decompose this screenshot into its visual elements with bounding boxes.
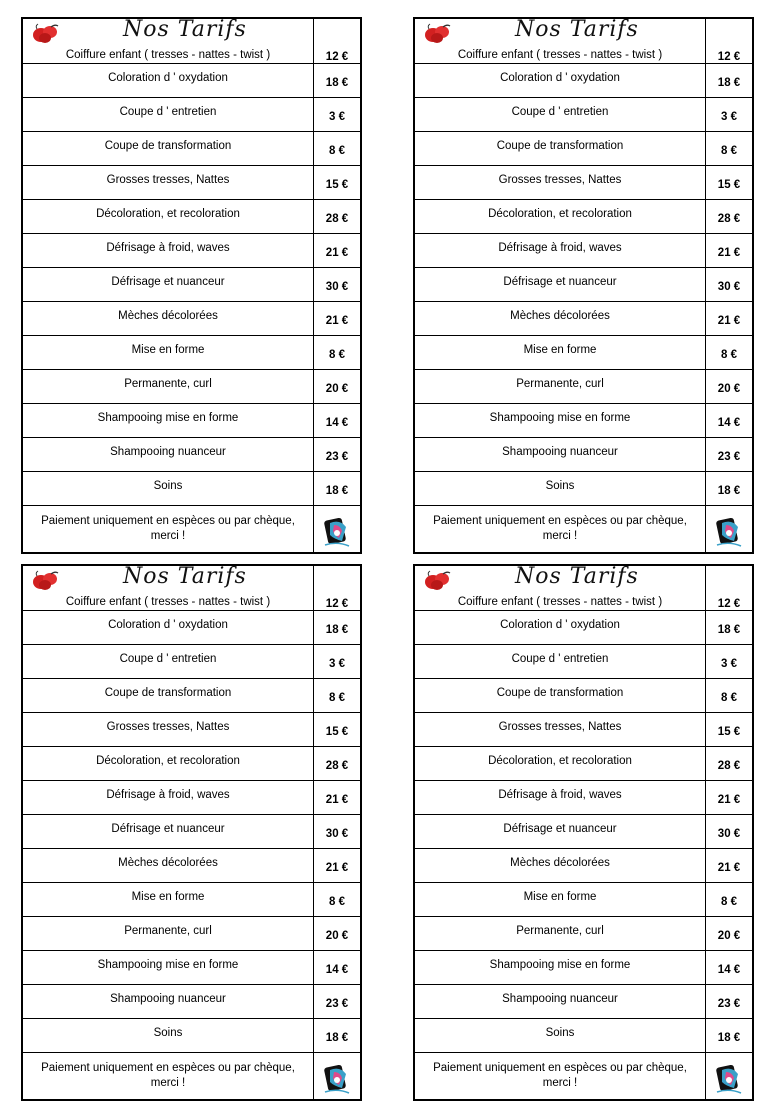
service-price: 21 € [706, 302, 754, 336]
service-label: Grosses tresses, Nattes [106, 173, 230, 186]
service-name [414, 64, 706, 98]
header-row [22, 565, 361, 611]
card-title: Nos Tarifs [515, 564, 639, 589]
service-price: 20 € [314, 370, 362, 404]
price-card [413, 17, 751, 542]
service-name [22, 781, 314, 815]
table-row [22, 747, 361, 781]
service-label: Permanente, curl [124, 377, 212, 390]
footer-row [22, 506, 361, 554]
service-name [414, 370, 706, 404]
service-label: Décoloration, et recoloration [488, 754, 632, 767]
title-area [23, 564, 313, 588]
header-service-label: Coiffure enfant ( tresses - nattes - twist ) [65, 596, 271, 608]
payment-note-line1: Paiement uniquement en espèces ou par chèque, [433, 1062, 687, 1074]
service-label: Shampooing mise en forme [97, 958, 239, 971]
payment-note [414, 1053, 706, 1101]
service-price: 28 € [706, 747, 754, 781]
service-price: 28 € [314, 200, 362, 234]
service-label: Permanente, curl [516, 924, 604, 937]
service-name [414, 611, 706, 645]
title-area [415, 564, 705, 588]
table-row [414, 404, 753, 438]
price-table [413, 564, 754, 1101]
service-name [22, 166, 314, 200]
table-row [414, 98, 753, 132]
service-price: 30 € [314, 268, 362, 302]
service-price: 3 € [706, 98, 754, 132]
service-label: Shampooing mise en forme [97, 411, 239, 424]
service-name [22, 951, 314, 985]
header-price: 12 € [314, 18, 362, 64]
footer-row [414, 506, 753, 554]
table-row [414, 883, 753, 917]
price-table [413, 17, 754, 554]
service-price: 23 € [314, 438, 362, 472]
hairdresser-logo-icon [714, 513, 744, 549]
service-label: Défrisage à froid, waves [498, 788, 622, 801]
header-service-cell [22, 18, 314, 64]
service-price: 18 € [314, 64, 362, 98]
service-name [414, 336, 706, 370]
service-price: 3 € [706, 645, 754, 679]
service-name [414, 951, 706, 985]
service-label: Défrisage à froid, waves [498, 241, 622, 254]
service-label: Coupe d ' entretien [119, 652, 217, 665]
service-price: 3 € [314, 645, 362, 679]
service-price: 20 € [706, 917, 754, 951]
table-row [414, 234, 753, 268]
table-row [414, 268, 753, 302]
header-row [414, 18, 753, 64]
card-title: Nos Tarifs [123, 564, 247, 589]
service-label: Décoloration, et recoloration [96, 207, 240, 220]
service-label: Mèches décolorées [118, 856, 218, 869]
service-price: 14 € [314, 404, 362, 438]
service-price: 30 € [314, 815, 362, 849]
table-row [22, 951, 361, 985]
service-price: 18 € [314, 472, 362, 506]
table-row [22, 302, 361, 336]
service-name [22, 302, 314, 336]
service-price: 21 € [314, 234, 362, 268]
service-label: Mèches décolorées [510, 309, 610, 322]
service-price: 3 € [314, 98, 362, 132]
table-row [22, 781, 361, 815]
service-price: 23 € [314, 985, 362, 1019]
hairdresser-logo-icon [322, 1060, 352, 1096]
table-row [414, 849, 753, 883]
price-card [21, 17, 359, 542]
table-row [22, 438, 361, 472]
table-row [22, 370, 361, 404]
table-row [414, 200, 753, 234]
table-row [22, 64, 361, 98]
service-label: Défrisage à froid, waves [106, 241, 230, 254]
table-row [414, 815, 753, 849]
service-label: Coloration d ' oxydation [500, 71, 620, 84]
service-name [22, 336, 314, 370]
table-row [22, 645, 361, 679]
service-label: Shampooing mise en forme [489, 958, 631, 971]
service-price: 8 € [706, 679, 754, 713]
service-price: 18 € [706, 472, 754, 506]
card-title: Nos Tarifs [515, 17, 639, 42]
red-flower-icon [423, 21, 453, 45]
service-name [22, 849, 314, 883]
service-price: 18 € [706, 64, 754, 98]
service-price: 30 € [706, 268, 754, 302]
service-name [414, 985, 706, 1019]
service-price: 28 € [314, 747, 362, 781]
payment-note-line2: merci ! [150, 1077, 186, 1089]
service-label: Soins [545, 1026, 575, 1039]
service-label: Coloration d ' oxydation [108, 618, 228, 631]
service-name [414, 404, 706, 438]
service-price: 15 € [314, 713, 362, 747]
table-row [22, 166, 361, 200]
service-label: Shampooing mise en forme [489, 411, 631, 424]
service-label: Coupe d ' entretien [511, 105, 609, 118]
table-row [414, 166, 753, 200]
service-label: Coupe de transformation [496, 686, 624, 699]
table-row [22, 917, 361, 951]
service-rows [414, 611, 753, 1053]
service-price: 8 € [706, 883, 754, 917]
service-name [414, 679, 706, 713]
service-label: Shampooing nuanceur [502, 992, 618, 1005]
service-label: Mise en forme [523, 890, 597, 903]
red-flower-icon [31, 568, 61, 592]
header-service-label: Coiffure enfant ( tresses - nattes - twist ) [457, 49, 663, 61]
service-price: 21 € [706, 849, 754, 883]
service-price: 21 € [706, 781, 754, 815]
table-row [414, 302, 753, 336]
service-name [414, 883, 706, 917]
table-row [22, 883, 361, 917]
service-price: 18 € [706, 611, 754, 645]
price-card [413, 564, 751, 1089]
service-name [414, 917, 706, 951]
service-name [22, 472, 314, 506]
service-label: Grosses tresses, Nattes [106, 720, 230, 733]
service-price: 23 € [706, 438, 754, 472]
header-row [22, 18, 361, 64]
payment-note-line2: merci ! [542, 1077, 578, 1089]
service-price: 18 € [706, 1019, 754, 1053]
payment-note-line1: Paiement uniquement en espèces ou par chèque, [41, 1062, 295, 1074]
table-row [22, 849, 361, 883]
hairdresser-logo-icon [322, 513, 352, 549]
table-row [22, 985, 361, 1019]
service-price: 15 € [706, 713, 754, 747]
table-row [22, 472, 361, 506]
table-row [414, 951, 753, 985]
header-price: 12 € [314, 565, 362, 611]
service-label: Mèches décolorées [118, 309, 218, 322]
service-label: Mise en forme [131, 343, 205, 356]
header-row [414, 565, 753, 611]
payment-note-line1: Paiement uniquement en espèces ou par chèque, [433, 515, 687, 527]
service-name [414, 781, 706, 815]
table-row [22, 98, 361, 132]
service-name [22, 268, 314, 302]
service-label: Coloration d ' oxydation [500, 618, 620, 631]
header-service-label: Coiffure enfant ( tresses - nattes - twist ) [457, 596, 663, 608]
price-card [21, 564, 359, 1089]
service-label: Défrisage et nuanceur [111, 822, 225, 835]
service-label: Grosses tresses, Nattes [498, 173, 622, 186]
service-name [22, 917, 314, 951]
service-name [414, 849, 706, 883]
service-price: 20 € [706, 370, 754, 404]
service-price: 14 € [706, 404, 754, 438]
table-row [22, 234, 361, 268]
service-name [414, 472, 706, 506]
table-row [414, 679, 753, 713]
service-name [414, 234, 706, 268]
table-row [414, 370, 753, 404]
service-label: Soins [153, 479, 183, 492]
service-price: 8 € [314, 132, 362, 166]
table-row [22, 268, 361, 302]
service-price: 18 € [314, 611, 362, 645]
service-label: Mise en forme [523, 343, 597, 356]
service-name [22, 815, 314, 849]
service-label: Décoloration, et recoloration [488, 207, 632, 220]
table-row [22, 611, 361, 645]
header-service-label: Coiffure enfant ( tresses - nattes - twist ) [65, 49, 271, 61]
service-label: Shampooing nuanceur [110, 992, 226, 1005]
service-rows [414, 64, 753, 506]
service-label: Grosses tresses, Nattes [498, 720, 622, 733]
service-name [414, 747, 706, 781]
payment-note-line2: merci ! [150, 530, 186, 542]
title-area [415, 17, 705, 41]
service-name [414, 645, 706, 679]
service-label: Permanente, curl [124, 924, 212, 937]
service-label: Défrisage à froid, waves [106, 788, 230, 801]
service-label: Défrisage et nuanceur [503, 822, 617, 835]
service-price: 8 € [706, 132, 754, 166]
service-name [22, 370, 314, 404]
service-price: 15 € [314, 166, 362, 200]
service-name [22, 132, 314, 166]
service-label: Décoloration, et recoloration [96, 754, 240, 767]
service-label: Coloration d ' oxydation [108, 71, 228, 84]
service-rows [22, 611, 361, 1053]
header-price: 12 € [706, 18, 754, 64]
table-row [414, 713, 753, 747]
service-name [22, 645, 314, 679]
service-label: Défrisage et nuanceur [503, 275, 617, 288]
price-table [21, 564, 362, 1101]
red-flower-icon [423, 568, 453, 592]
service-name [414, 1019, 706, 1053]
service-name [414, 815, 706, 849]
service-label: Coupe d ' entretien [511, 652, 609, 665]
hairdresser-logo-icon [714, 1060, 744, 1096]
service-name [22, 200, 314, 234]
table-row [22, 336, 361, 370]
logo-cell [706, 1053, 754, 1101]
service-price: 21 € [314, 302, 362, 336]
table-row [22, 1019, 361, 1053]
service-label: Mèches décolorées [510, 856, 610, 869]
table-row [22, 713, 361, 747]
logo-cell [314, 1053, 362, 1101]
service-name [22, 234, 314, 268]
table-row [414, 985, 753, 1019]
service-price: 18 € [314, 1019, 362, 1053]
service-label: Coupe de transformation [104, 686, 232, 699]
service-price: 8 € [314, 336, 362, 370]
card-title: Nos Tarifs [123, 17, 247, 42]
title-area [23, 17, 313, 41]
table-row [414, 336, 753, 370]
header-price: 12 € [706, 565, 754, 611]
table-row [414, 472, 753, 506]
service-price: 15 € [706, 166, 754, 200]
payment-note [22, 1053, 314, 1101]
service-name [414, 132, 706, 166]
service-name [414, 166, 706, 200]
payment-note [22, 506, 314, 554]
table-row [22, 679, 361, 713]
logo-cell [314, 506, 362, 554]
service-label: Soins [153, 1026, 183, 1039]
service-name [22, 404, 314, 438]
service-name [22, 611, 314, 645]
service-label: Shampooing nuanceur [110, 445, 226, 458]
service-name [22, 985, 314, 1019]
service-label: Défrisage et nuanceur [111, 275, 225, 288]
service-name [414, 302, 706, 336]
service-name [414, 713, 706, 747]
payment-note-line1: Paiement uniquement en espèces ou par chèque, [41, 515, 295, 527]
service-label: Soins [545, 479, 575, 492]
service-label: Coupe de transformation [496, 139, 624, 152]
service-price: 30 € [706, 815, 754, 849]
logo-cell [706, 506, 754, 554]
service-name [414, 268, 706, 302]
service-price: 14 € [706, 951, 754, 985]
service-price: 21 € [706, 234, 754, 268]
table-row [414, 438, 753, 472]
service-price: 8 € [314, 679, 362, 713]
service-price: 20 € [314, 917, 362, 951]
service-name [414, 438, 706, 472]
red-flower-icon [31, 21, 61, 45]
table-row [414, 747, 753, 781]
service-name [22, 438, 314, 472]
service-price: 23 € [706, 985, 754, 1019]
table-row [414, 611, 753, 645]
payment-note [414, 506, 706, 554]
table-row [414, 1019, 753, 1053]
service-price: 21 € [314, 781, 362, 815]
footer-row [414, 1053, 753, 1101]
header-service-cell [22, 565, 314, 611]
table-row [414, 64, 753, 98]
service-label: Mise en forme [131, 890, 205, 903]
table-row [22, 200, 361, 234]
service-label: Permanente, curl [516, 377, 604, 390]
service-price: 8 € [314, 883, 362, 917]
table-row [414, 917, 753, 951]
footer-row [22, 1053, 361, 1101]
table-row [414, 132, 753, 166]
service-price: 28 € [706, 200, 754, 234]
payment-note-line2: merci ! [542, 530, 578, 542]
service-name [414, 200, 706, 234]
service-name [22, 883, 314, 917]
service-price: 21 € [314, 849, 362, 883]
header-service-cell [414, 18, 706, 64]
table-row [414, 645, 753, 679]
service-name [22, 679, 314, 713]
table-row [414, 781, 753, 815]
service-label: Shampooing nuanceur [502, 445, 618, 458]
header-service-cell [414, 565, 706, 611]
service-name [22, 1019, 314, 1053]
service-name [22, 98, 314, 132]
service-name [22, 747, 314, 781]
service-rows [22, 64, 361, 506]
table-row [22, 132, 361, 166]
service-label: Coupe d ' entretien [119, 105, 217, 118]
service-price: 8 € [706, 336, 754, 370]
service-price: 14 € [314, 951, 362, 985]
price-table [21, 17, 362, 554]
service-name [22, 64, 314, 98]
table-row [22, 404, 361, 438]
table-row [22, 815, 361, 849]
service-name [414, 98, 706, 132]
service-name [22, 713, 314, 747]
service-label: Coupe de transformation [104, 139, 232, 152]
